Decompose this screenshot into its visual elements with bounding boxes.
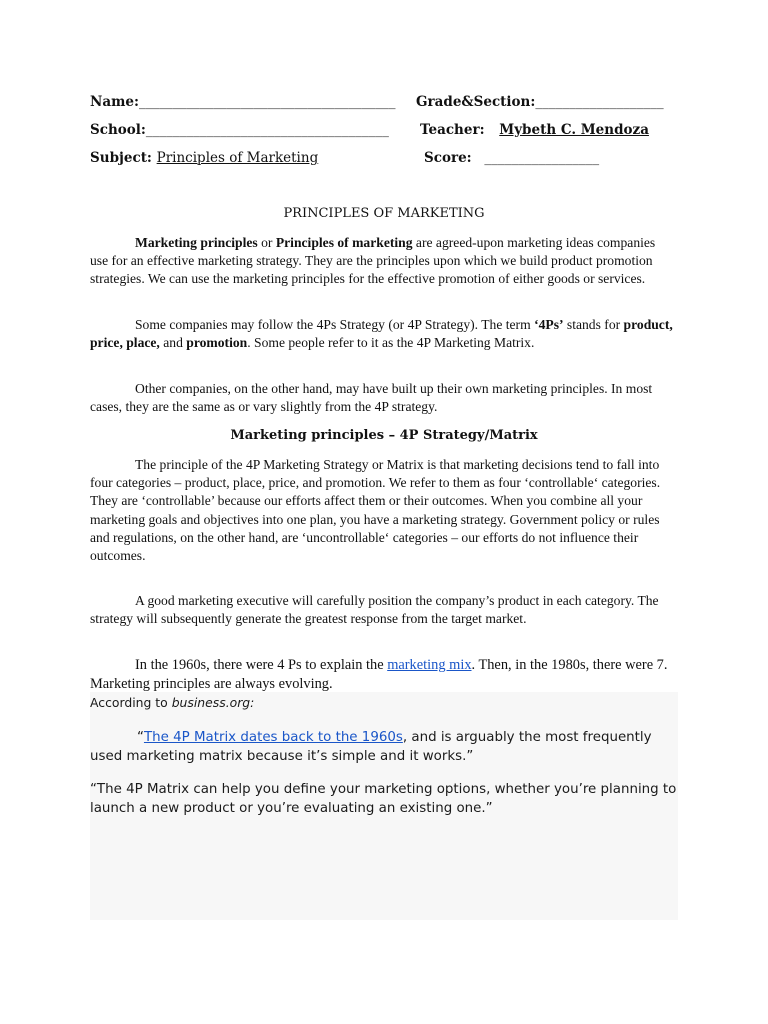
name-blank: ______________________________________ xyxy=(138,94,396,110)
p2-bold-1: ‘4Ps’ xyxy=(534,317,564,332)
quote-1-rest: , and is arguably the most frequently used marketing matrix because it’s simple and it works.” xyxy=(90,730,652,764)
according-to-line xyxy=(90,693,678,712)
teacher-value: Mybeth C. Mendoza xyxy=(499,122,649,138)
p4-text: The principle of the 4P Marketing Strategy or Matrix is that marketing decisions tend to fall into four categories – product, place, price, and promotion. We refer to them as four ‘controllable‘ categories. They are ‘controllable’ because our efforts affect them or their outcomes. When you combine all your marketing goals and objectives into one plan, you have a marketing strategy. Government policy or rules and regulations, on the other hand, are ‘uncontrollable‘ categories – our efforts do not influence their outcomes. xyxy=(90,457,661,564)
p1-text-1: or xyxy=(257,235,276,250)
school-field-row xyxy=(90,122,389,138)
subject-field-row xyxy=(90,150,318,166)
school-label: School: xyxy=(90,122,146,138)
4p-matrix-1960s-link[interactable]: The 4P Matrix dates back to the 1960s xyxy=(143,730,403,745)
name-field-row xyxy=(90,94,395,110)
p1-bold-2: Principles of marketing xyxy=(275,235,413,250)
according-label: According to xyxy=(90,695,172,710)
document-title: PRINCIPLES OF MARKETING xyxy=(283,206,485,221)
subject-value: Principles of Marketing xyxy=(156,150,319,166)
grade-section-label: Grade&Section: xyxy=(416,94,536,110)
p2-text-2: stands for xyxy=(563,317,624,332)
p2-text-3: and xyxy=(159,335,187,351)
score-label: Score: xyxy=(424,150,472,166)
p2-text-4: . Some people refer to it as the 4P Marketing Matrix. xyxy=(247,335,535,351)
paragraph-5 xyxy=(90,592,676,628)
paragraph-1 xyxy=(90,234,676,289)
p2-bold-3: promotion xyxy=(186,335,248,351)
paragraph-4 xyxy=(90,456,676,565)
p2-bold-2: product, price, place, xyxy=(90,317,673,351)
paragraph-2 xyxy=(90,316,676,352)
grade-section-blank: ___________________ xyxy=(535,94,664,110)
p1-text-2: are agreed-upon marketing ideas companies use for an effective marketing strategy. They are the principles upon which we build product promotion strategies. We can use the marketing principles for the effective promotion of either goods or services. xyxy=(90,235,656,287)
p6-text-2: . Then, in the 1980s, there were 7. Marketing principles are always evolving. xyxy=(90,657,668,692)
teacher-field-row xyxy=(420,122,649,138)
according-source: business.org: xyxy=(171,695,255,710)
section-subheading: Marketing principles – 4P Strategy/Matrix xyxy=(230,428,538,443)
school-blank: ____________________________________ xyxy=(145,122,389,138)
grade-section-field-row xyxy=(416,94,664,110)
p5-text: A good marketing executive will carefully position the company’s product in each category. The strategy will subsequently generate the greatest response from the target market. xyxy=(90,593,659,627)
paragraph-3 xyxy=(90,380,676,416)
score-field-row xyxy=(424,150,599,166)
marketing-mix-link[interactable]: marketing mix xyxy=(387,657,472,673)
p1-bold-1: Marketing principles xyxy=(135,235,258,250)
teacher-label: Teacher: xyxy=(420,122,485,138)
p6-text-1: In the 1960s, there were 4 Ps to explain the xyxy=(135,657,388,673)
quote-1-open: “ xyxy=(137,730,144,745)
subject-label: Subject: xyxy=(90,150,152,166)
p2-text-1: Some companies may follow the 4Ps Strategy (or 4P Strategy). The term xyxy=(135,317,535,332)
quote-2: “The 4P Matrix can help you define your marketing options, whether you’re planning to launch a new product or you’re evaluating an existing one.” xyxy=(90,782,677,816)
quote-1 xyxy=(90,728,678,766)
paragraph-6 xyxy=(90,656,676,694)
name-label: Name: xyxy=(90,94,139,110)
score-blank: _________________ xyxy=(484,150,600,166)
p3-text: Other companies, on the other hand, may have built up their own marketing principles. In most cases, they are the same as or vary slightly from the 4P strategy. xyxy=(90,381,653,415)
